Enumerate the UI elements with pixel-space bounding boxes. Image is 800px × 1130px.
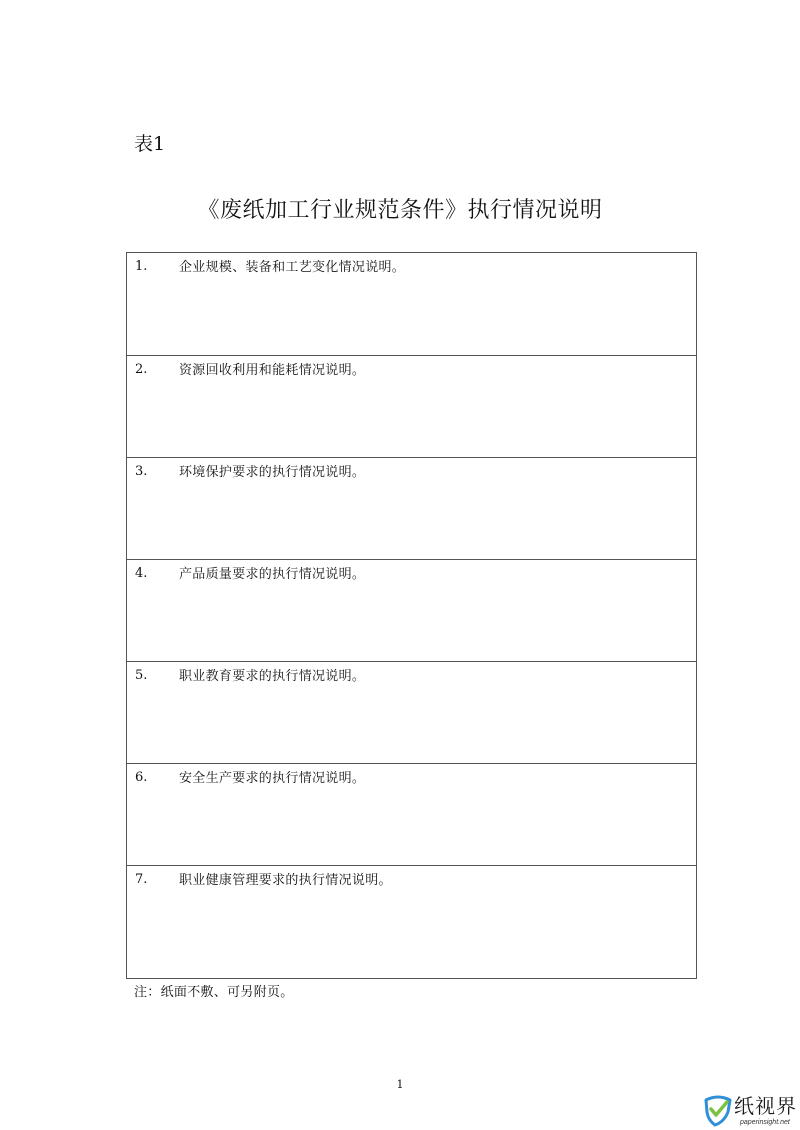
table-row xyxy=(127,763,696,865)
watermark-logo xyxy=(700,1092,800,1130)
row-text: 职业健康管理要求的执行情况说明。 xyxy=(179,873,392,888)
row-number: 5. xyxy=(135,668,148,683)
footnote: 注：纸面不敷、可另附页。 xyxy=(134,985,294,1000)
table-row xyxy=(127,661,696,763)
check-shield-icon xyxy=(700,1092,736,1128)
table-label: 表1 xyxy=(134,133,166,155)
watermark-name: 纸视界 xyxy=(734,1094,797,1118)
table-row xyxy=(127,559,696,661)
table-row xyxy=(127,457,696,559)
row-number: 7. xyxy=(135,872,148,887)
row-text: 企业规模、装备和工艺变化情况说明。 xyxy=(179,260,406,275)
report-table xyxy=(126,252,697,979)
row-number: 3. xyxy=(135,464,148,479)
row-text: 环境保护要求的执行情况说明。 xyxy=(179,465,366,480)
table-row xyxy=(127,865,696,978)
page-number: 1 xyxy=(396,1078,404,1091)
row-number: 1. xyxy=(135,259,148,274)
table-row xyxy=(127,355,696,457)
row-number: 2. xyxy=(135,362,148,377)
page-title: 《废纸加工行业规范条件》执行情况说明 xyxy=(197,198,603,223)
row-text: 资源回收利用和能耗情况说明。 xyxy=(179,363,366,378)
row-text: 安全生产要求的执行情况说明。 xyxy=(179,771,366,786)
row-number: 4. xyxy=(135,566,148,581)
row-text: 产品质量要求的执行情况说明。 xyxy=(179,567,366,582)
row-text: 职业教育要求的执行情况说明。 xyxy=(179,669,366,684)
table-row xyxy=(127,253,696,355)
row-number: 6. xyxy=(135,770,148,785)
watermark-url: paperinsight.net xyxy=(740,1119,790,1126)
